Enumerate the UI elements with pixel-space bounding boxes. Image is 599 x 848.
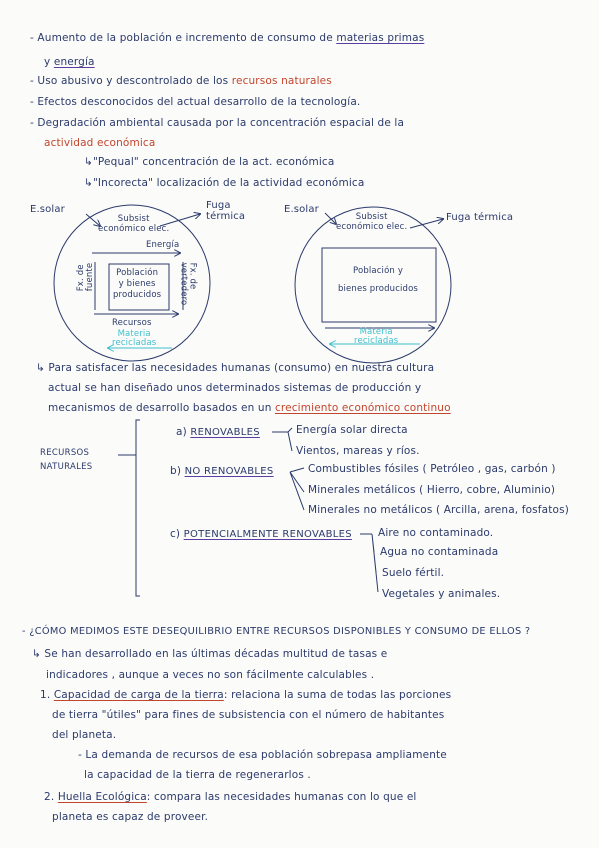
recursos-naturales-label: RECURSOS NATURALES: [40, 448, 93, 472]
bullet-1-keyword-2: energía: [53, 56, 95, 68]
bullet-4-red: actividad económica: [44, 137, 156, 149]
right-fuga-label: Fuga térmica: [446, 212, 514, 223]
pot-renovables-item-4: Vegetales y animales.: [382, 588, 501, 600]
right-materia-label: Materia recicladas: [354, 327, 399, 346]
item-1-sub-1: - La demanda de recursos de esa población sobrepasa ampliamente: [78, 749, 447, 761]
renovables-letter: a): [176, 426, 191, 438]
item-1-number: 1.: [40, 689, 54, 701]
para-line-1: ↳ Para satisfacer las necesidades humanas (consumo) en nuestra cultura: [36, 362, 435, 374]
bullet-1-text: - Aumento de la población e incremento de consumo de: [30, 32, 337, 44]
renovables-heading: [176, 426, 260, 438]
no-renovables-item-1: Combustibles fósiles ( Petróleo , gas, carbón ): [308, 463, 556, 475]
bullet-4-sub-2: ↳"Incorecta" localización de la actividad económica: [84, 177, 365, 189]
bullet-4-sub-1: ↳"Pequal" concentración de la act. económica: [84, 156, 335, 168]
question-line-1: ↳ Se han desarrollado en las últimas décadas multitud de tasas e: [32, 648, 388, 660]
item-1-sub-2: la capacidad de la tierra de regenerarlos .: [84, 769, 311, 781]
para-line-3-red: crecimiento económico continuo: [274, 402, 451, 414]
pot-renovables-heading: [170, 528, 352, 540]
para-line-3-text: mecanismos de desarrollo basados en un: [48, 402, 275, 414]
no-renovables-item-3: Minerales no metálicos ( Arcilla, arena, fosfatos): [308, 504, 569, 516]
para-line-2: actual se han diseñado unos determinados sistemas de producción y: [48, 382, 422, 394]
para-line-3: [48, 402, 451, 414]
item-1-title: Capacidad de carga de la tierra: [53, 689, 224, 701]
right-sun-label: E.solar: [284, 204, 319, 215]
no-renovables-title: NO RENOVABLES: [184, 466, 274, 477]
pot-renovables-item-2: Agua no contaminada: [380, 546, 499, 558]
right-subsist-label: Subsist económico elec.: [336, 212, 408, 232]
item-1-line-2: de tierra "útiles" para fines de subsistencia con el número de habitantes: [52, 709, 445, 721]
item-2-line-2: planeta es capaz de proveer.: [52, 811, 209, 823]
left-sun-label: E.solar: [30, 204, 65, 215]
left-recursos-label: Recursos: [112, 318, 152, 328]
no-renovables-heading: [170, 465, 274, 477]
question-title: - ¿CÓMO MEDIMOS ESTE DESEQUILIBRIO ENTRE RECURSOS DISPONIBLES Y CONSUMO DE ELLOS ?: [22, 626, 531, 637]
left-materia-label: Materia recicladas: [112, 329, 157, 348]
renovables-item-1: Energía solar directa: [296, 424, 408, 436]
bullet-2-red: recursos naturales: [231, 75, 332, 87]
item-2-number: 2.: [44, 791, 58, 803]
pot-renovables-title: POTENCIALMENTE RENOVABLES: [183, 529, 352, 540]
bullet-1-y: y: [44, 56, 54, 68]
renovables-item-2: Vientos, mareas y ríos.: [296, 445, 420, 457]
left-fuga-label: Fuga térmica: [206, 200, 246, 222]
item-2-rest: : compara las necesidades humanas con lo que el: [146, 791, 417, 803]
bullet-1-keyword: materias primas: [336, 32, 425, 44]
bullet-2-text: - Uso abusivo y descontrolado de los: [30, 75, 232, 87]
item-1-heading: [40, 689, 451, 701]
item-2-heading: [44, 791, 417, 803]
pot-renovables-item-3: Suelo fértil.: [382, 567, 445, 579]
no-renovables-letter: b): [170, 465, 185, 477]
renovables-title: RENOVABLES: [190, 427, 260, 438]
pot-renovables-letter: c): [170, 528, 184, 540]
no-renovables-item-2: Minerales metálicos ( Hierro, cobre, Aluminio): [308, 484, 556, 496]
right-box-label: Población y bienes producidos: [337, 266, 419, 294]
left-fx-fuente-label: Fx. de fuente: [76, 262, 96, 292]
bullet-4: - Degradación ambiental causada por la concentración espacial de la: [30, 117, 405, 129]
left-subsist-label: Subsist económico elec.: [98, 214, 170, 234]
question-line-2: indicadores , aunque a veces no son fácilmente calculables .: [46, 669, 375, 681]
left-fx-vertedero-label: Fx. de vertedero: [178, 262, 198, 306]
bullet-3: - Efectos desconocidos del actual desarrollo de la tecnología.: [30, 96, 361, 108]
pot-renovables-item-1: Aire no contaminado.: [378, 527, 494, 539]
item-1-line-3: del planeta.: [52, 729, 117, 741]
item-2-title: Huella Ecológica: [57, 791, 147, 803]
left-box-label: Población y bienes producidos: [113, 268, 162, 300]
left-energia-label: Energía: [146, 240, 180, 250]
item-1-rest: : relaciona la suma de todas las porciones: [223, 689, 452, 701]
